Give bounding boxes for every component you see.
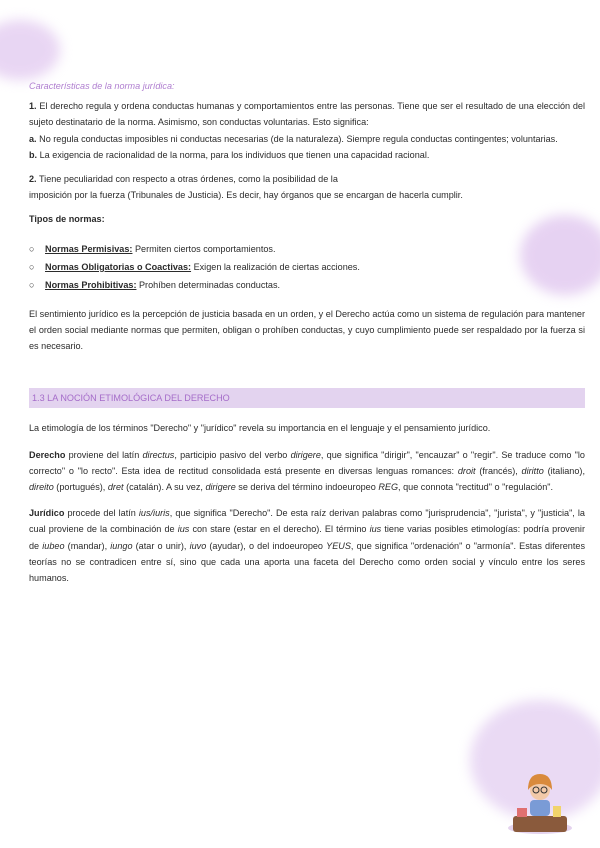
text-run: (atar o unir), (132, 540, 190, 551)
b-label: b. (29, 149, 38, 160)
p2-number: 2. (29, 174, 37, 185)
tipos-heading (29, 211, 585, 227)
juridico-paragraph (29, 505, 585, 586)
list-item (29, 276, 585, 294)
paragraph-1 (29, 98, 585, 130)
text-run: (catalán). A su vez, (123, 482, 206, 493)
text-run: , que significa "dirigir", "encauzar" o "regir". Se traduce como "lo correcto" o "lo recto". Esta idea de rectitud consolidada está presente en diversas lenguas romances: (29, 449, 585, 476)
bullet-circle-icon: ○ (29, 279, 35, 290)
text-run: , que significa "ordenación" o "armonía". Estas diferentes teorías no se contradicen entre sí, sino que cada una aporta una faceta del Derecho como orden social y vínculo entre los seres humanos. (29, 540, 585, 584)
tipo-term: Normas Permisivas: (45, 243, 133, 254)
characteristics-heading: Características de la norma jurídica: (29, 81, 175, 91)
paragraph-2-line1 (29, 171, 585, 187)
tipo-term: Normas Prohibitivas: (45, 279, 137, 290)
b-text: La exigencia de racionalidad de la norma, para los individuos que tienen una capacidad racional. (37, 149, 430, 160)
section-title-bar: 1.3 LA NOCIÓN ETIMOLÓGICA DEL DERECHO (29, 388, 585, 408)
list-item (29, 258, 585, 276)
text-run: , que significa "Derecho". De esta raíz derivan palabras como "jurisprudencia", "jurista", y "justicia", la cual proviene de la combinación de (29, 508, 585, 535)
text-run: , que connota "rectitud" o "regulación". (398, 482, 554, 493)
text-run: proviene del latín (65, 449, 143, 460)
paragraph-a (29, 131, 585, 147)
tipo-term: Normas Obligatorias o Coactivas: (45, 261, 192, 272)
tipo-desc: Prohíben determinadas conductas. (136, 279, 281, 290)
a-label: a. (29, 133, 37, 144)
text-run: (ayudar), o del indoeuropeo (206, 540, 327, 551)
tipo-desc: Permiten ciertos comportamientos. (132, 243, 276, 254)
paragraph-2-line2: imposición por la fuerza (Tribunales de Justicia). Es decir, hay órganos que se encargan de hacerla cumplir. (29, 190, 463, 201)
text-run: (mandar), (64, 540, 111, 551)
text-run: se deriva del término indoeuropeo (235, 482, 379, 493)
italic-term: dirigere (290, 449, 321, 460)
italic-term: iungo (110, 540, 133, 551)
student-at-desk-illustration (505, 768, 575, 838)
text-run: tiene varias posibles etimologías: podría provenir de (29, 524, 585, 551)
text-run: procede del latín (64, 508, 139, 519)
text-run: (portugués), (53, 482, 108, 493)
italic-term: ius/iuris (138, 508, 170, 519)
document-page (29, 78, 585, 586)
italic-term: diritto (521, 465, 544, 476)
bullet-circle-icon: ○ (29, 243, 35, 254)
tipos-list (29, 240, 585, 294)
bullet-circle-icon: ○ (29, 261, 35, 272)
italic-term: directus (142, 449, 175, 460)
italic-term: iuvo (189, 540, 207, 551)
italic-term: YEUS (326, 540, 351, 551)
paragraph-b (29, 147, 585, 163)
italic-term: ius (369, 524, 382, 535)
text-run: , participio pasivo del verbo (174, 449, 291, 460)
text-run: (francés), (475, 465, 522, 476)
italic-term: iubeo (42, 540, 65, 551)
italic-term: direito (29, 482, 54, 493)
tipo-desc: Exigen la realización de ciertas acciones. (191, 261, 360, 272)
italic-term: dret (107, 482, 124, 493)
etymology-intro: La etimología de los términos "Derecho" y "jurídico" revela su importancia en el lenguaje y el pensamiento jurídico. (29, 423, 491, 434)
italic-term: REG (378, 482, 399, 493)
derecho-paragraph (29, 447, 585, 496)
list-item (29, 240, 585, 258)
summary-paragraph: El sentimiento jurídico es la percepción de justicia basada en un orden, y el Derecho actúa como un sistema de regulación para mantener el orden social mediante normas que permiten, obligan o prohíben conductas, y cuyo cumplimiento puede ser respaldado por la fuerza si es necesario. (29, 308, 585, 352)
tipos-heading-text: Tipos de normas: (29, 214, 105, 225)
watercolor-splash-top-left (0, 20, 60, 80)
italic-term: ius (177, 524, 190, 535)
p2-line1-text: Tiene peculiaridad con respecto a otras órdenes, como la posibilidad de la (36, 174, 338, 185)
text-run: con stare (estar en el derecho). El término (189, 524, 370, 535)
a-text: No regula conductas imposibles ni conductas necesarias (de la naturaleza). Siempre regula conductas contingentes; voluntarias. (36, 133, 558, 144)
juridico-lead: Jurídico (29, 508, 65, 519)
p1-number: 1. (29, 101, 37, 112)
italic-term: droit (457, 465, 476, 476)
italic-term: dirigere (205, 482, 236, 493)
derecho-lead: Derecho (29, 449, 66, 460)
text-run: (italiano), (543, 465, 585, 476)
p1-text: El derecho regula y ordena conductas humanas y comportamientos entre las personas. Tiene que ser el resultado de una elección del sujeto destinatario de la norma. Asimismo, son conductas voluntarias. Esto significa: (29, 101, 585, 128)
